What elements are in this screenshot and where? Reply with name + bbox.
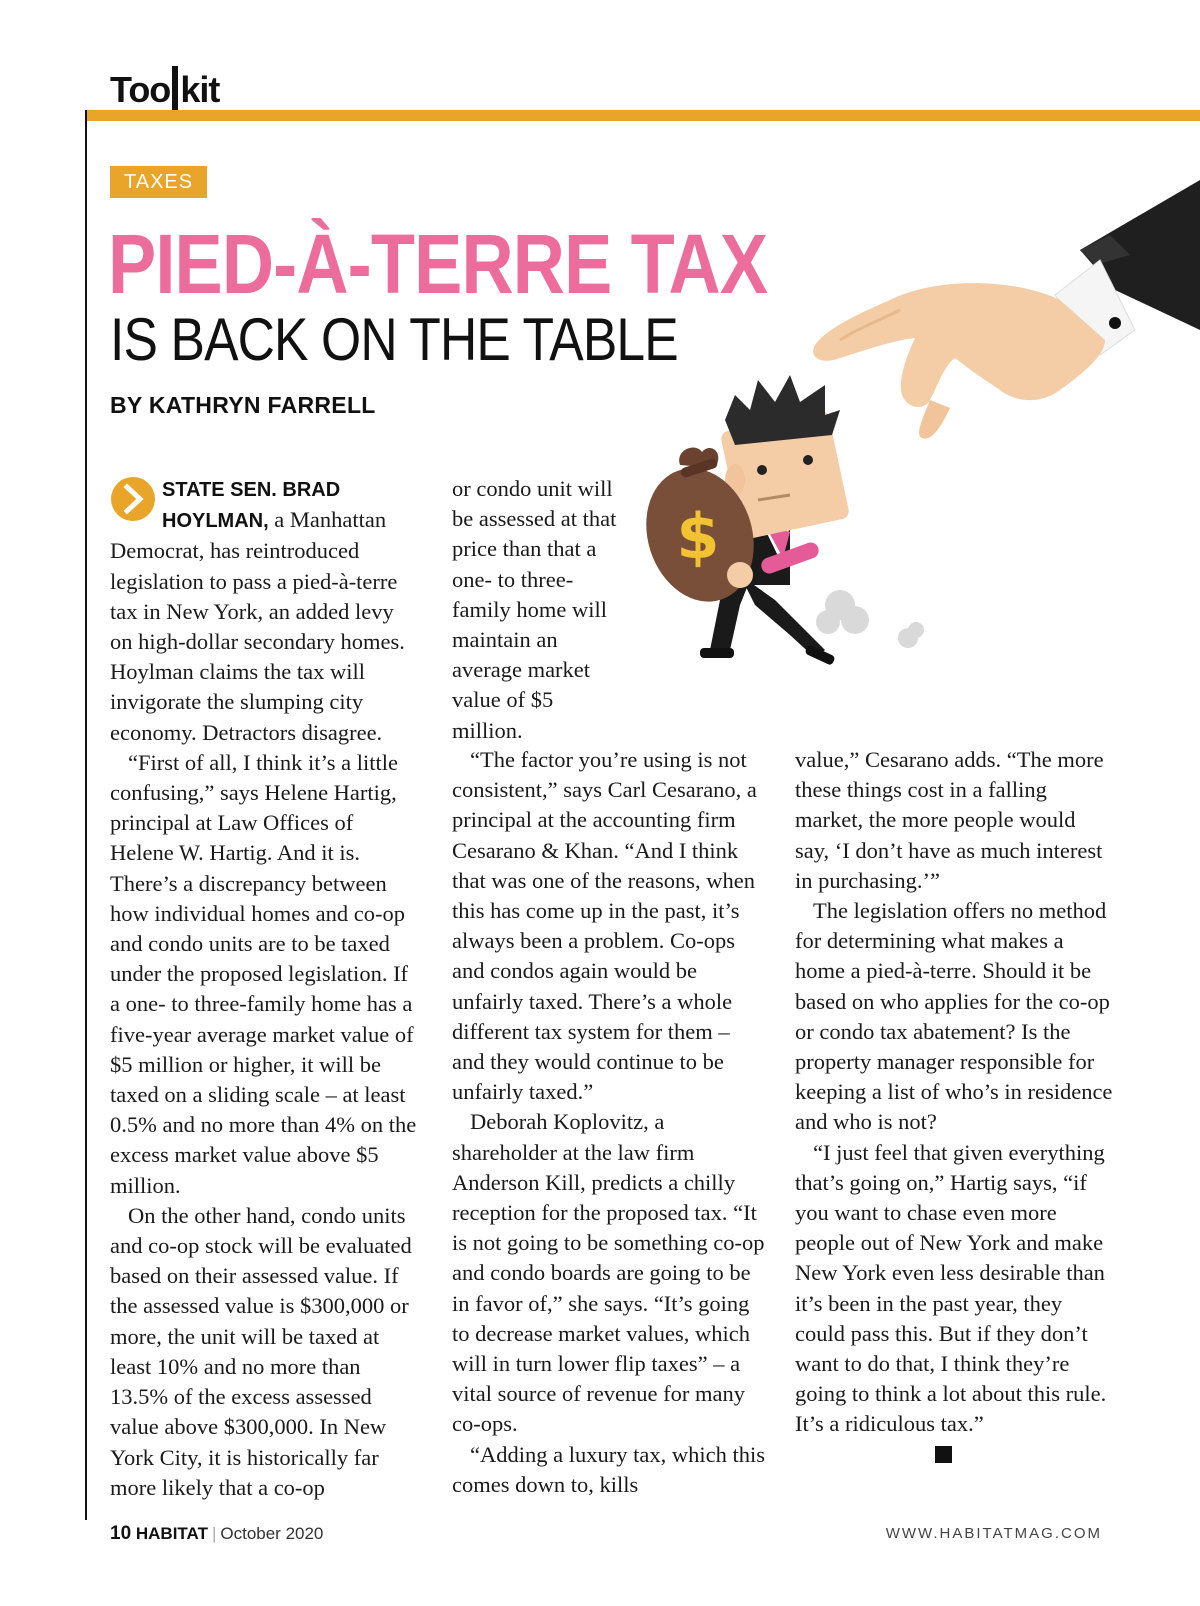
paragraph: On the other hand, condo units and co-op stock will be evaluated based on their assessed value. If the assessed value is $300,000 or more, the unit will be taxed at least 10% and no more than 13.5% of the excess assessed value above $300,000. In New York City, it is historically far more likely that a co-op	[110, 1202, 412, 1500]
paragraph: Deborah Koplovitz, a shareholder at the law firm Anderson Kill, predicts a chilly reception for the proposed tax. “It is not going to be something co-op and condo boards are going to be in favor of,” she says. “It’s going to decrease market values, which will in turn lower flip taxes” – a vital source of revenue for many co-ops.	[452, 1109, 765, 1437]
dust-puffs	[816, 590, 924, 648]
brand-left: Too	[110, 69, 171, 110]
paragraph: value,” Cesarano adds. “The more these things cost in a falling market, the more people would say, ‘I don’t have as much interest in purchasing.’”	[795, 747, 1104, 893]
issue-date: October 2020	[220, 1524, 324, 1543]
hand-icon	[813, 283, 1105, 439]
paragraph: “The factor you’re using is not consistent,” says Carl Cesarano, a principal at the accounting firm Cesarano & Khan. “And I think that was one of the reasons, when this has come up in the past, it’s always been a problem. Co-ops and condos again would be unfairly taxed. There’s a whole different tax system for them – and they would continue to be unfairly taxed.”	[452, 747, 757, 1105]
accent-rule	[85, 110, 1200, 121]
paragraph: The legislation offers no method for determining what makes a home a pied-à-terre. Should it be based on who applies for the co-op or condo tax abatement? Is the property manager responsible for keeping a list of who’s in residence and who is not?	[795, 898, 1113, 1135]
left-rule	[85, 110, 87, 1520]
lead-bold-1: STATE SEN. BRAD	[162, 479, 341, 501]
paragraph	[795, 1138, 1115, 1470]
brand-bar	[172, 66, 178, 116]
brand-right: kit	[180, 69, 220, 110]
body-column-2-top	[452, 474, 627, 746]
body-column-2	[452, 745, 767, 1500]
lead-bold-2: HOYLMAN,	[162, 510, 269, 533]
page-number: 10	[110, 1523, 132, 1544]
paragraph: “Adding a luxury tax, which this comes down to, kills	[452, 1441, 765, 1497]
closing-paragraph-text: “I just feel that given everything that’s going on,” Hartig says, “if you want to chase even more people out of New York and make New York even less desirable than it’s been in the past year, they could pass this. But if they don’t want to do that, I think they’re going to think a lot about this rule. It’s a ridiculous tax.”	[795, 1139, 1107, 1437]
kicker-label: TAXES	[110, 166, 207, 198]
body-column-3	[795, 745, 1115, 1470]
footer-folio	[110, 1523, 323, 1545]
magazine-name: HABITAT	[135, 1524, 208, 1543]
subheadline: IS BACK ON THE TABLE	[110, 306, 678, 373]
businessman-illustration	[640, 180, 1200, 680]
folio-separator: |	[211, 1524, 217, 1543]
headline: PIED-À-TERRE TAX	[108, 217, 768, 311]
paragraph: or condo unit will be assessed at that price than that a one- to three-family home will maintain an average market value of $5 million.	[452, 476, 617, 743]
section-brand	[110, 66, 219, 116]
byline: BY KATHRYN FARRELL	[110, 392, 376, 418]
body-column-1	[110, 474, 420, 1503]
paragraph: “First of all, I think it’s a little confusing,” says Helene Hartig, principal at Law Offices of Helene W. Hartig. And it is. There’s a discrepancy between how individual homes and co-op and condo units are to be taxed under the proposed legislation. If a one- to three-family home has a five-year average market value of $5 million or higher, it will be taxed on a sliding scale – at least 0.5% and no more than 4% on the excess market value above $5 million.	[110, 749, 417, 1198]
end-mark-icon	[935, 1446, 952, 1463]
lead-text: a Manhattan Democrat, has reintroduced legislation to pass a pied-à-terre tax in New York, an added levy on high-dollar secondary homes. Hoylman claims the tax will invigorate the slumping city economy. Detractors disagree.	[110, 507, 405, 745]
footer-url: WWW.HABITATMAG.COM	[885, 1525, 1102, 1542]
dollar-sign-icon: $	[676, 500, 720, 573]
lead-paragraph	[110, 474, 420, 748]
